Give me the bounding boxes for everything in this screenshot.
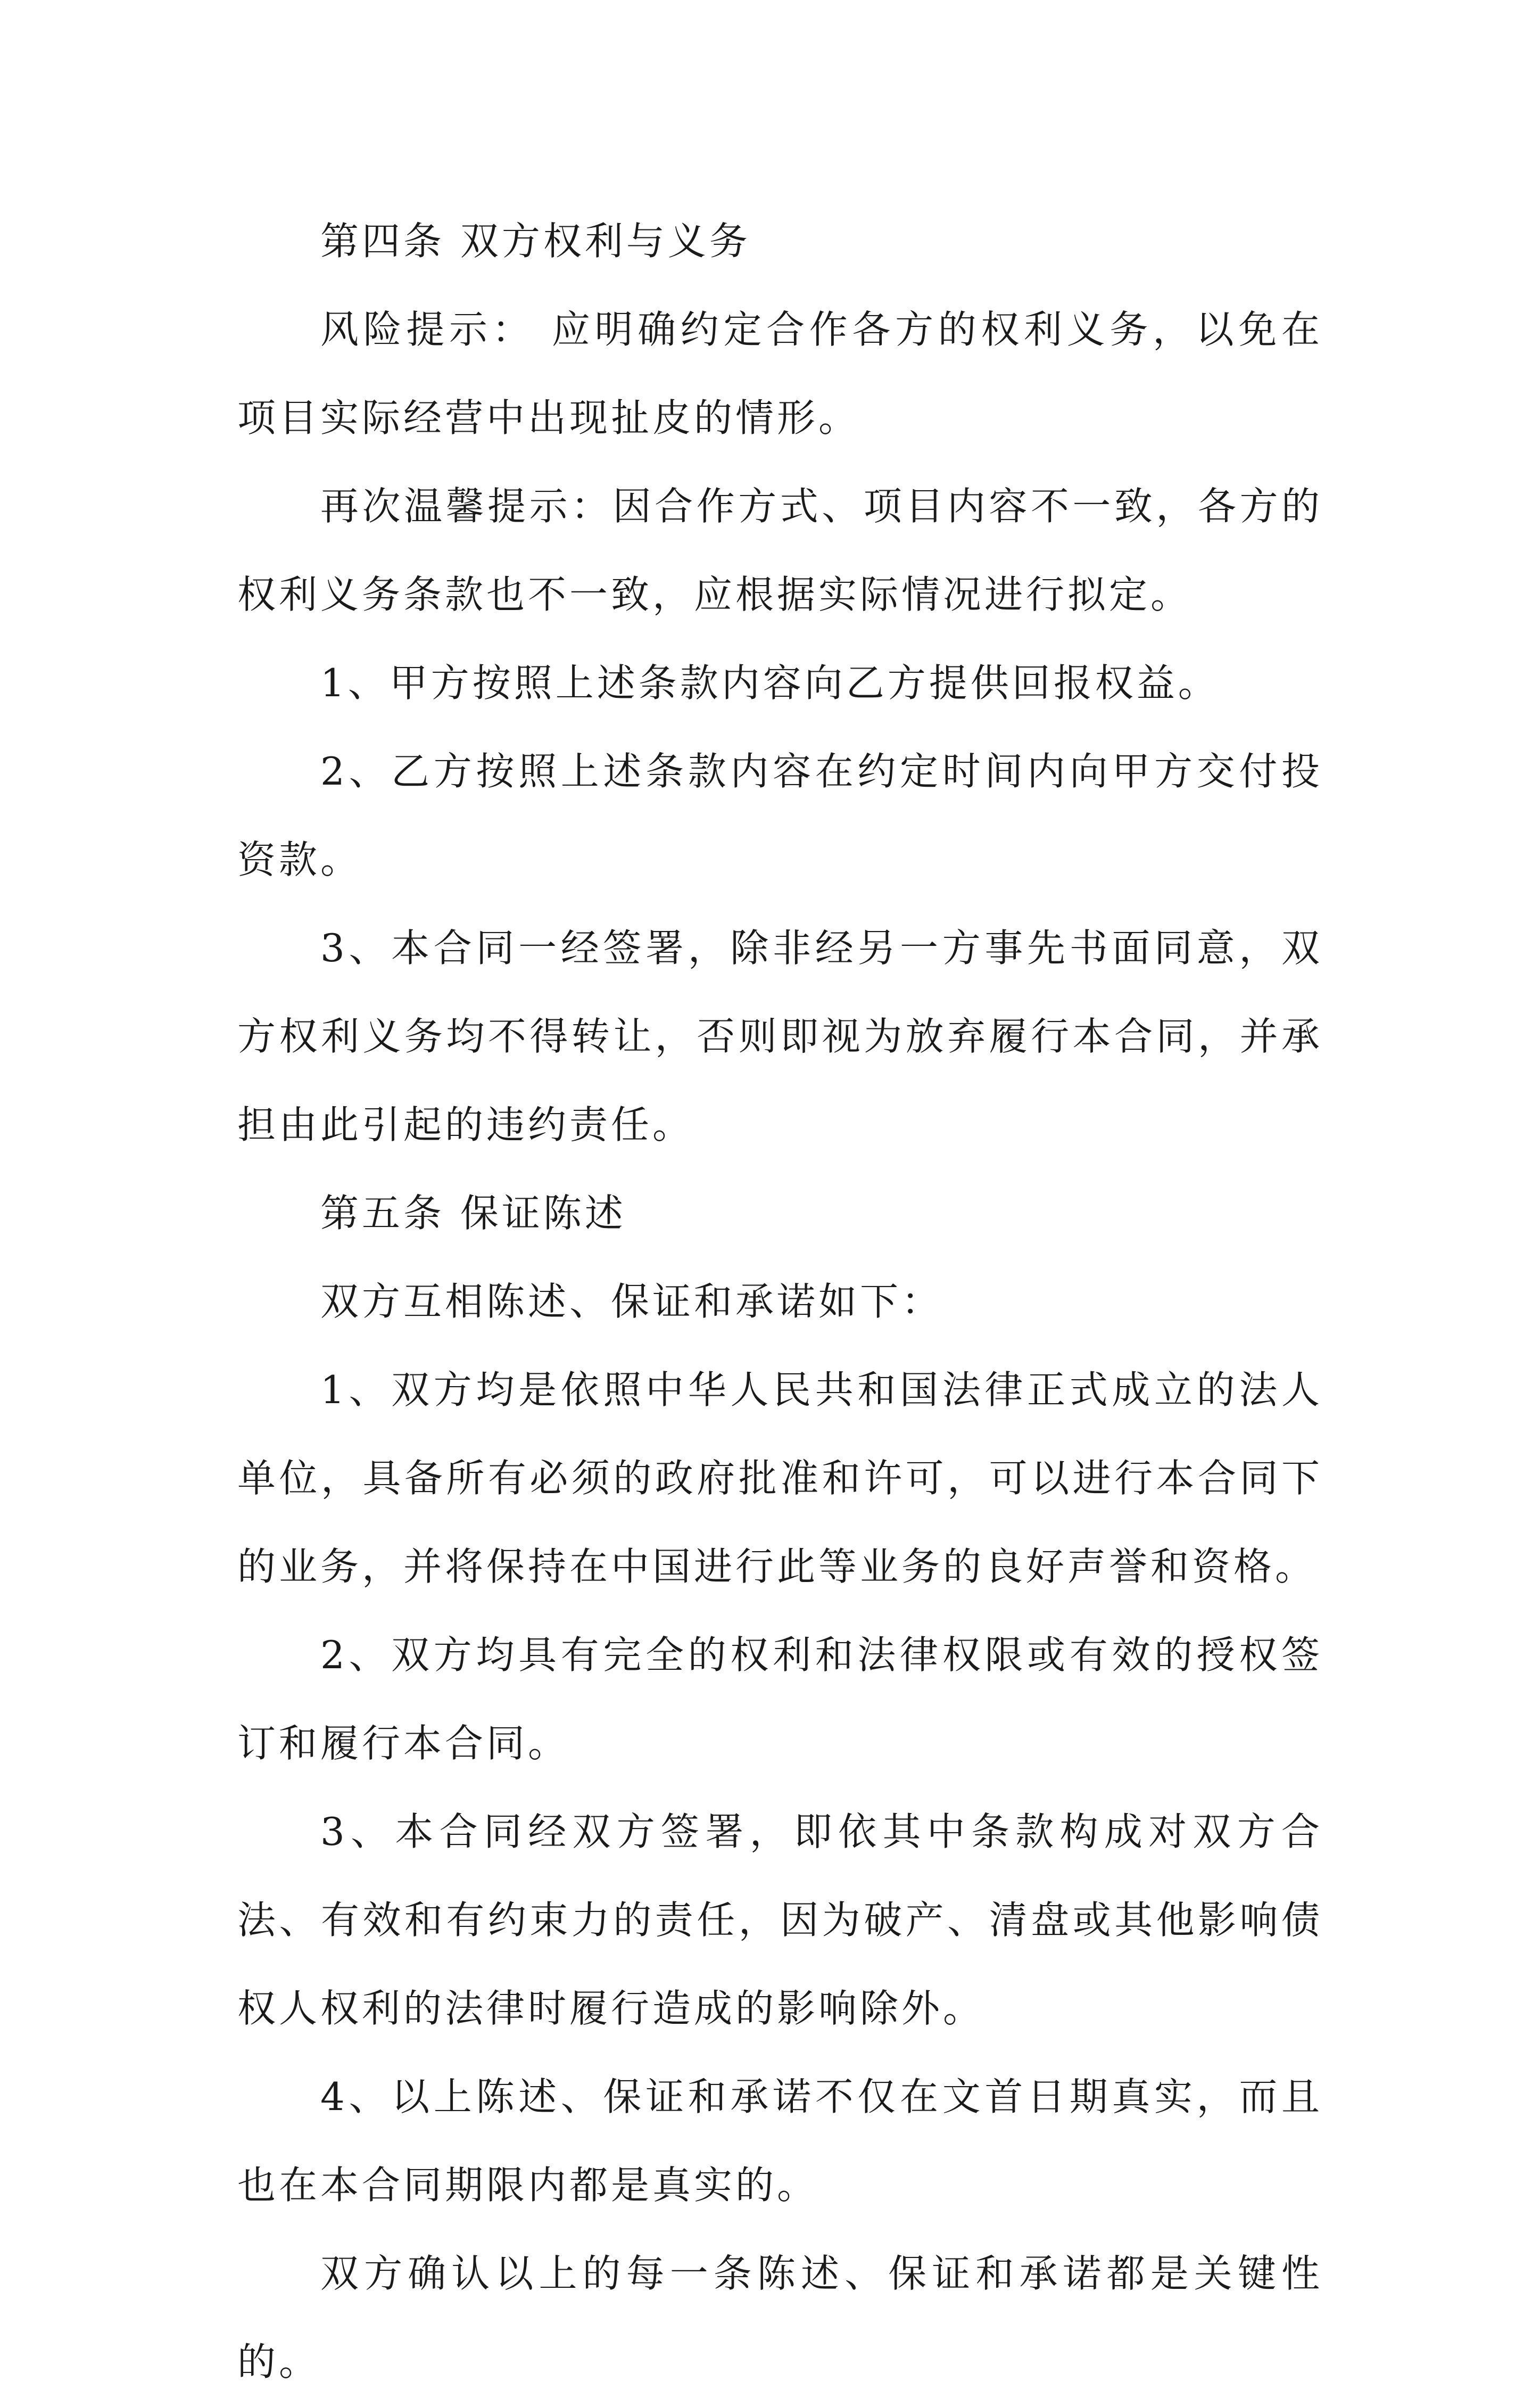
risk-notice: 风险提示： 应明确约定合作各方的权利义务，以免在项目实际经营中出现扯皮的情形。 xyxy=(237,307,1323,440)
reminder-notice: 再次温馨提示：因合作方式、项目内容不一致，各方的权利义务条款也不一致，应根据实际情况进行拟定。 xyxy=(237,484,1323,617)
article-4-clause-1: 1、甲方按照上述条款内容向乙方提供回报权益。 xyxy=(320,661,1220,705)
article-4-heading: 第四条 双方权利与义务 xyxy=(320,219,751,263)
article-5-clause-2: 2、双方均具有完全的权利和法律权限或有效的授权签订和履行本合同。 xyxy=(237,1633,1323,1766)
article-4-clause-3: 3、本合同一经签署，除非经另一方事先书面同意，双方权利义务均不得转让，否则即视为放弃履行本合同，并承担由此引起的违约责任。 xyxy=(237,926,1323,1147)
article-5-clause-3: 3、本合同经双方签署，即依其中条款构成对双方合法、有效和有约束力的责任，因为破产、清盘或其他影响债权人权利的法律时履行造成的影响除外。 xyxy=(237,1809,1323,2031)
article-5-intro: 双方互相陈述、保证和承诺如下： xyxy=(320,1279,943,1324)
article-5-clause-1: 1、双方均是依照中华人民共和国法律正式成立的法人单位，具备所有必须的政府批准和许可，可以进行本合同下的业务，并将保持在中国进行此等业务的良好声誉和资格。 xyxy=(237,1367,1323,1589)
document-body xyxy=(237,197,1323,2406)
article-5-confirmation: 双方确认以上的每一条陈述、保证和承诺都是关键性的。 xyxy=(237,2251,1323,2384)
article-5-heading: 第五条 保证陈述 xyxy=(320,1191,626,1235)
article-5-clause-4: 4、以上陈述、保证和承诺不仅在文首日期真实，而且也在本合同期限内都是真实的。 xyxy=(237,2074,1323,2207)
article-4-clause-2: 2、乙方按照上述条款内容在约定时间内向甲方交付投资款。 xyxy=(237,749,1323,882)
